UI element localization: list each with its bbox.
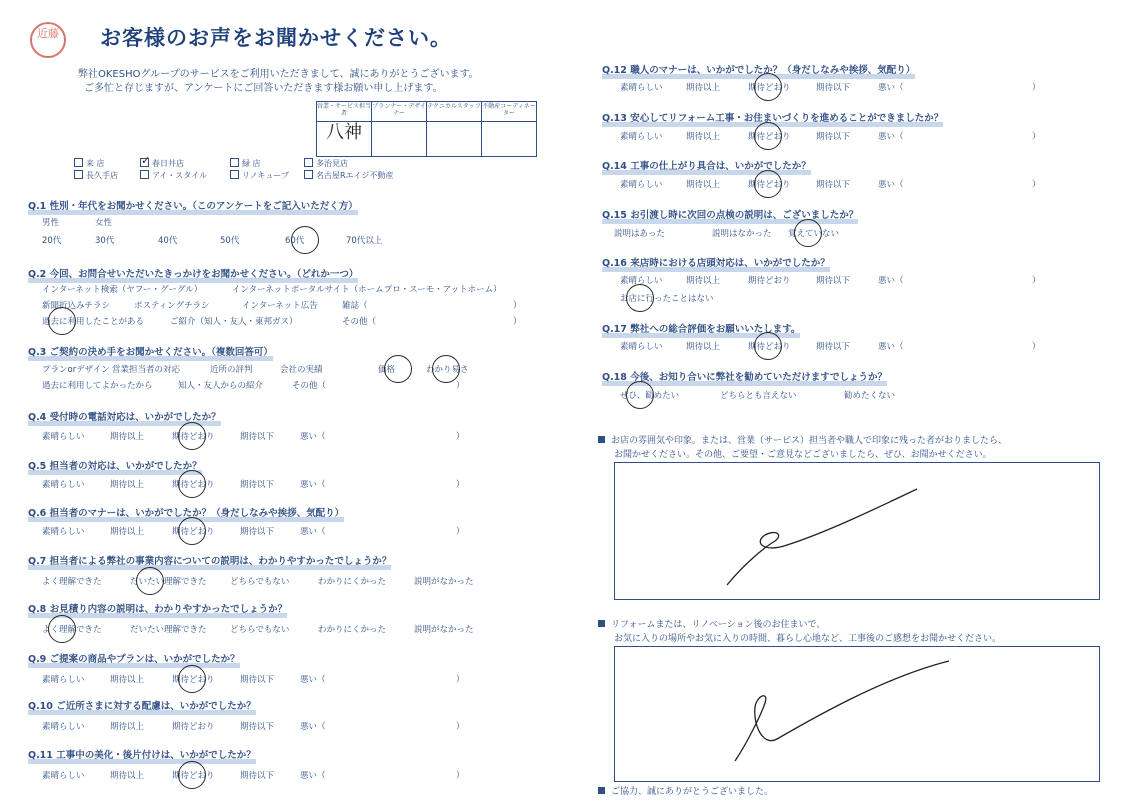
staff-value-planner[interactable] — [372, 122, 427, 157]
question-2-option[interactable]: インターネット広告 — [242, 301, 318, 311]
question-6-option[interactable]: 期待どおり — [172, 527, 215, 537]
question-17-option[interactable]: 素晴らしい — [620, 342, 663, 352]
checkbox-icon — [74, 158, 83, 167]
question-15-option[interactable]: 説明はなかった — [712, 229, 772, 239]
intro-line-2: ご多忙と存じますが、アンケートにご回答いただきます様お願い申し上げます。 — [84, 83, 443, 94]
question-2-option: ） — [513, 317, 522, 327]
question-17-option[interactable]: 期待以下 — [816, 342, 851, 352]
question-1-option[interactable]: 30代 — [95, 236, 115, 246]
seal-stamp: 近藤 — [30, 22, 66, 58]
square-bullet-icon — [598, 787, 605, 794]
question-10-option[interactable]: 期待以下 — [240, 722, 275, 732]
question-11-option: ） — [456, 771, 465, 781]
handwritten-circle-mark — [178, 665, 206, 693]
handwritten-circle-mark — [626, 381, 654, 409]
question-10-option[interactable]: 期待以上 — [110, 722, 145, 732]
store-midori[interactable]: 緑 店 — [230, 158, 261, 169]
question-17-option[interactable]: 悪い（ — [878, 342, 904, 352]
question-11-option[interactable]: 素晴らしい — [42, 771, 85, 781]
question-9-option: ） — [456, 675, 465, 685]
question-3-option[interactable]: 価格 — [378, 365, 396, 375]
staff-header-sales: 営業・サービス担当者 — [317, 102, 372, 122]
handwritten-circle-mark — [48, 615, 76, 643]
question-11-option[interactable]: 期待どおり — [172, 771, 215, 781]
question-7-label: Q.7 担当者による弊社の事業内容についての説明は、わかりやすかったでしょうか？ — [28, 553, 391, 567]
handwritten-circle-mark — [754, 122, 782, 150]
question-2-option[interactable]: ご紹介（知人・友人・東邦ガス） — [170, 317, 298, 327]
question-10-option[interactable]: 期待どおり — [172, 722, 215, 732]
question-8-option[interactable]: わかりにくかった — [318, 625, 387, 635]
question-13-option[interactable]: 素晴らしい — [620, 132, 663, 142]
question-1-option[interactable]: 男性 — [42, 218, 60, 228]
question-9-label: Q.9 ご提案の商品やプランは、いかがでしたか？ — [28, 651, 240, 665]
handwritten-circle-mark — [178, 422, 206, 450]
question-2-option[interactable]: 過去に利用したことがある — [42, 317, 145, 327]
question-4-option[interactable]: 期待以上 — [110, 432, 145, 442]
question-16-option[interactable]: 悪い（ — [878, 276, 904, 286]
question-9-option[interactable]: 期待以上 — [110, 675, 145, 685]
comment-section-1-title: お店の雰囲気や印象。または、営業（サービス）担当者や職人で印象に残った者がおりましたら、 — [598, 433, 1007, 446]
question-5-option: ） — [456, 480, 465, 490]
question-6-option[interactable]: 期待以下 — [240, 527, 275, 537]
question-3-label: Q.3 ご契約の決め手をお聞かせください。（複数回答可） — [28, 344, 273, 358]
question-17-option[interactable]: 期待どおり — [748, 342, 791, 352]
store-nagoya-r-age[interactable]: 名古屋Rエイジ不動産 — [304, 170, 394, 181]
question-3-option: ） — [456, 381, 465, 391]
question-1-option[interactable]: 20代 — [42, 236, 62, 246]
square-bullet-icon — [598, 620, 605, 627]
question-8-label: Q.8 お見積り内容の説明は、わかりやすかったでしょうか？ — [28, 601, 287, 615]
checkbox-icon — [74, 170, 83, 179]
question-11-option[interactable]: 期待以下 — [240, 771, 275, 781]
question-2-option: ） — [513, 301, 522, 311]
checkbox-checked-icon: ✓ — [141, 154, 151, 167]
checkbox-icon — [230, 170, 239, 179]
square-bullet-icon — [598, 436, 605, 443]
question-3-option[interactable]: わかり易さ — [426, 365, 469, 375]
question-9-option[interactable]: 期待以下 — [240, 675, 275, 685]
question-11-label: Q.11 工事中の美化・後片付けは、いかがでしたか？ — [28, 747, 256, 761]
handwritten-scribble-2 — [615, 647, 1099, 781]
question-10-option[interactable]: 悪い（ — [300, 722, 326, 732]
staff-value-technical[interactable] — [427, 122, 482, 157]
store-tajimi[interactable]: 多治見店 — [304, 158, 348, 169]
question-8-option[interactable]: よく理解できた — [42, 625, 102, 635]
checkbox-icon — [140, 170, 149, 179]
question-4-option[interactable]: 期待以下 — [240, 432, 275, 442]
question-14-option[interactable]: 悪い（ — [878, 180, 904, 190]
question-16-option[interactable]: 期待どおり — [748, 276, 791, 286]
handwritten-circle-mark — [754, 73, 782, 101]
question-2-option[interactable]: 雑誌（ — [342, 301, 368, 311]
question-16-option: ） — [1032, 276, 1041, 286]
question-7-option[interactable]: だいたい理解できた — [130, 577, 207, 587]
question-10-label: Q.10 ご近所さまに対する配慮は、いかがでしたか？ — [28, 698, 256, 712]
staff-name-handwritten: 八神 — [326, 122, 362, 143]
question-5-option[interactable]: 悪い（ — [300, 480, 326, 490]
question-7-option[interactable]: 説明がなかった — [414, 577, 474, 587]
comment-box-1[interactable] — [614, 462, 1100, 600]
comment-section-2-title: リフォームまたは、リノベーション後のお住まいで、 — [598, 617, 825, 630]
question-18-option[interactable]: どちらとも言えない — [720, 391, 797, 401]
question-2-option[interactable]: ポスティングチラシ — [134, 301, 210, 311]
question-12-option[interactable]: 悪い（ — [878, 83, 904, 93]
question-13-option: ） — [1032, 132, 1041, 142]
question-2-label: Q.2 今回、お問合せいただいたきっかけをお聞かせください。（どれか一つ） — [28, 266, 358, 280]
question-18-label: Q.18 今後、お知り合いに弊社を勧めていただけますでしょうか？ — [602, 369, 887, 383]
question-1-option[interactable]: 女性 — [95, 218, 113, 228]
page-title: お客様のお声をお聞かせください。 — [100, 26, 452, 50]
handwritten-circle-mark — [291, 226, 319, 254]
question-13-option[interactable]: 期待以上 — [686, 132, 721, 142]
checkbox-icon — [230, 158, 239, 167]
question-12-option[interactable]: 素晴らしい — [620, 83, 663, 93]
question-3-option[interactable]: 近所の評判 — [210, 365, 253, 375]
handwritten-circle-mark — [178, 517, 206, 545]
question-5-label: Q.5 担当者の対応は、いかがでしたか？ — [28, 458, 202, 472]
question-18-option[interactable]: 勧めたくない — [844, 391, 896, 401]
question-3-option[interactable]: プランorデザイン — [42, 365, 110, 375]
handwritten-scribble-1 — [615, 463, 1099, 599]
store-raiten[interactable]: 来 店 — [74, 158, 105, 169]
question-3-option[interactable]: 会社の実績 — [280, 365, 323, 375]
question-7-option[interactable]: よく理解できた — [42, 577, 102, 587]
question-17-option[interactable]: 期待以上 — [686, 342, 721, 352]
question-12-option[interactable]: 期待どおり — [748, 83, 791, 93]
question-1-option[interactable]: 60代 — [285, 236, 305, 246]
question-8-option[interactable]: だいたい理解できた — [130, 625, 207, 635]
question-12-label: Q.12 職人のマナーは、いかがでしたか？（身だしなみや挨拶、気配り） — [602, 62, 915, 76]
question-13-option[interactable]: 悪い（ — [878, 132, 904, 142]
checkbox-icon — [304, 158, 313, 167]
store-istyle[interactable]: アイ・スタイル — [140, 170, 207, 181]
handwritten-circle-mark — [136, 567, 164, 595]
question-7-option[interactable]: わかりにくかった — [318, 577, 387, 587]
question-3-option[interactable]: 過去に利用してよかったから — [42, 381, 153, 391]
question-7-option[interactable]: どちらでもない — [230, 577, 290, 587]
question-3-option[interactable]: 営業担当者の対応 — [112, 365, 181, 375]
staff-value-realestate[interactable] — [482, 122, 537, 157]
handwritten-circle-mark — [794, 219, 822, 247]
question-14-option[interactable]: 期待どおり — [748, 180, 791, 190]
question-2-option[interactable]: その他（ — [342, 317, 377, 327]
staff-header-technical: テクニカルスタッフ — [427, 102, 482, 122]
question-6-option[interactable]: 期待以上 — [110, 527, 145, 537]
question-5-option[interactable]: 期待どおり — [172, 480, 215, 490]
question-15-label: Q.15 お引渡し時に次回の点検の説明は、ございましたか？ — [602, 207, 858, 221]
question-10-option[interactable]: 素晴らしい — [42, 722, 85, 732]
question-4-option: ） — [456, 432, 465, 442]
question-14-option: ） — [1032, 180, 1041, 190]
comment-section-2-subtitle: お気に入りの場所やお気に入りの時間、暮らし心地など、工事後のご感想をお聞かせください。 — [614, 634, 1002, 644]
question-14-option[interactable]: 素晴らしい — [620, 180, 663, 190]
checkbox-icon — [304, 170, 313, 179]
handwritten-circle-mark — [384, 355, 412, 383]
question-17-option: ） — [1032, 342, 1041, 352]
question-9-option[interactable]: 期待どおり — [172, 675, 215, 685]
question-18-option[interactable]: ぜひ、勧めたい — [620, 391, 680, 401]
staff-header-realestate: 不動産コーディネーター — [482, 102, 537, 122]
handwritten-circle-mark — [178, 761, 206, 789]
question-11-option[interactable]: 期待以上 — [110, 771, 145, 781]
question-6-option[interactable]: 素晴らしい — [42, 527, 85, 537]
store-kasugai[interactable]: ✓ 春日井店 — [141, 154, 184, 168]
handwritten-circle-mark — [48, 307, 76, 335]
question-16-option[interactable]: 期待以上 — [686, 276, 721, 286]
question-1-label: Q.1 性別・年代をお聞かせください。（このアンケートをご記入いただく方） — [28, 198, 358, 212]
store-renocube[interactable]: リノキューブ — [230, 170, 289, 181]
question-14-label: Q.14 工事の仕上がり具合は、いかがでしたか？ — [602, 158, 811, 172]
question-4-option[interactable]: 期待どおり — [172, 432, 215, 442]
question-4-option[interactable]: 素晴らしい — [42, 432, 85, 442]
handwritten-circle-mark — [626, 284, 654, 312]
comment-section-1-subtitle: お聞かせください。その他、ご要望・ご意見などございましたら、ぜひ、お聞かせください。 — [614, 450, 992, 460]
question-4-option[interactable]: 悪い（ — [300, 432, 326, 442]
question-11-option[interactable]: 悪い（ — [300, 771, 326, 781]
question-12-option: ） — [1032, 83, 1041, 93]
question-1-option[interactable]: 70代以上 — [346, 236, 383, 246]
handwritten-circle-mark — [754, 170, 782, 198]
question-5-option[interactable]: 素晴らしい — [42, 480, 85, 490]
question-2-option[interactable]: インターネット検索（ヤフー・グーグル） — [42, 285, 203, 295]
question-13-label: Q.13 安心してリフォーム工事・お住まいづくりを進めることができましたか？ — [602, 110, 943, 124]
question-6-option: ） — [456, 527, 465, 537]
handwritten-circle-mark — [754, 332, 782, 360]
question-3-option[interactable]: その他（ — [292, 381, 327, 391]
question-14-option[interactable]: 期待以上 — [686, 180, 721, 190]
question-16-option[interactable]: お店に行ったことはない — [620, 294, 714, 304]
staff-value-sales[interactable] — [317, 122, 372, 157]
question-4-label: Q.4 受付時の電話対応は、いかがでしたか？ — [28, 409, 221, 423]
question-1-option[interactable]: 40代 — [158, 236, 178, 246]
question-3-option[interactable]: 知人・友人からの紹介 — [178, 381, 264, 391]
question-5-option[interactable]: 期待以下 — [240, 480, 275, 490]
store-nagakute[interactable]: 長久手店 — [74, 170, 118, 181]
question-14-option[interactable]: 期待以下 — [816, 180, 851, 190]
question-16-label: Q.16 来店時における店頭対応は、いかがでしたか？ — [602, 255, 830, 269]
question-9-option[interactable]: 素晴らしい — [42, 675, 85, 685]
staff-header-planner: プランナー・デザイナー — [372, 102, 427, 122]
comment-box-2[interactable] — [614, 646, 1100, 782]
question-8-option[interactable]: どちらでもない — [230, 625, 290, 635]
footer-thanks: ご協力、誠にありがとうございました。 — [598, 784, 773, 797]
question-17-label: Q.17 弊社への総合評価をお願いいたします。 — [602, 321, 800, 335]
question-9-option[interactable]: 悪い（ — [300, 675, 326, 685]
staff-table — [316, 101, 537, 157]
intro-line-1: 弊社OKESHOグループのサービスをご利用いただきまして、誠にありがとうございます。 — [78, 69, 479, 80]
question-1-option[interactable]: 50代 — [220, 236, 240, 246]
question-12-option[interactable]: 期待以下 — [816, 83, 851, 93]
question-10-option: ） — [456, 722, 465, 732]
handwritten-circle-mark — [178, 470, 206, 498]
question-15-option[interactable]: 覚えていない — [788, 229, 840, 239]
question-13-option[interactable]: 期待どおり — [748, 132, 791, 142]
question-5-option[interactable]: 期待以上 — [110, 480, 145, 490]
question-15-option[interactable]: 説明はあった — [614, 229, 665, 239]
question-2-option[interactable]: インターネットポータルサイト（ホームプロ・スーモ・アットホーム） — [232, 285, 502, 295]
question-16-option[interactable]: 素晴らしい — [620, 276, 663, 286]
question-6-option[interactable]: 悪い（ — [300, 527, 326, 537]
question-8-option[interactable]: 説明がなかった — [414, 625, 474, 635]
question-12-option[interactable]: 期待以上 — [686, 83, 721, 93]
question-13-option[interactable]: 期待以下 — [816, 132, 851, 142]
question-2-option[interactable]: 新聞折込みチラシ — [42, 301, 111, 311]
question-16-option[interactable]: 期待以下 — [816, 276, 851, 286]
question-6-label: Q.6 担当者のマナーは、いかがでしたか？（身だしなみや挨拶、気配り） — [28, 505, 344, 519]
